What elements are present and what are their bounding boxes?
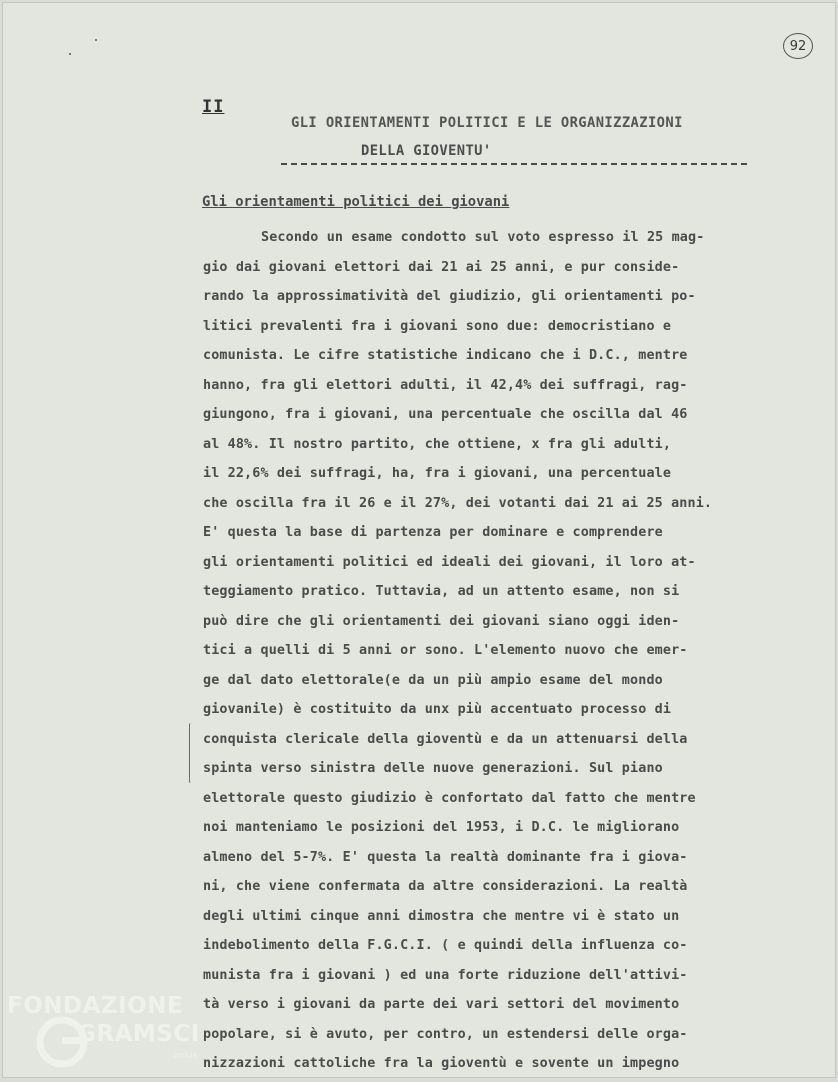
speck-mark — [95, 39, 97, 41]
body-line: tici a quelli di 5 anni or sono. L'elemento nuovo che emer- — [203, 643, 688, 658]
document-page — [2, 2, 836, 1078]
body-line: litici prevalenti fra i giovani sono due: democristiano e — [203, 319, 672, 334]
body-line: E' questa la base di partenza per dominare e comprendere — [203, 525, 663, 540]
body-line: popolare, si è avuto, per contro, un estendersi delle orga- — [203, 1027, 688, 1042]
body-line: il 22,6% dei suffragi, ha, fra i giovani, una percentuale — [203, 466, 672, 481]
body-line: gli orientamenti politici ed ideali dei giovani, il loro at- — [203, 555, 696, 570]
body-line: comunista. Le cifre statistiche indicano che i D.C., mentre — [203, 348, 688, 363]
body-line: nizzazioni cattoliche fra la gioventù e sovente un impegno — [203, 1056, 680, 1071]
margin-pencil-mark — [189, 723, 193, 783]
body-line: noi manteniamo le posizioni del 1953, i D.C. le migliorano — [203, 820, 680, 835]
body-line: conquista clericale della gioventù e da un attenuarsi della — [203, 732, 688, 747]
body-line: può dire che gli orientamenti dei giovani siano oggi iden- — [203, 614, 680, 629]
body-line: al 48%. Il nostro partito, che ottiene, x fra gli adulti, — [203, 437, 672, 452]
body-line: tà verso i giovani da parte dei vari settori del movimento — [203, 997, 680, 1012]
watermark-line-3: onlus — [173, 1051, 198, 1061]
watermark-line-2: GRAMSCI — [77, 1021, 200, 1047]
body-line: indebolimento della F.G.C.I. ( e quindi della influenza co- — [203, 938, 688, 953]
section-heading: Gli orientamenti politici dei giovani — [202, 194, 510, 210]
body-line: giovanile) è costituito da unx più accentuato processo di — [203, 702, 672, 717]
body-line: hanno, fra gli elettori adulti, il 42,4% dei suffragi, rag- — [203, 378, 688, 393]
watermark-line-1: FONDAZIONE — [7, 993, 184, 1019]
body-line: che oscilla fra il 26 e il 27%, dei votanti dai 21 ai 25 anni. — [203, 496, 713, 511]
body-line: teggiamento pratico. Tuttavia, ad un attento esame, non si — [203, 584, 680, 599]
body-line: elettorale questo giudizio è confortato dal fatto che mentre — [203, 791, 696, 806]
page-number-circle: 92 — [783, 33, 813, 59]
body-line: degli ultimi cinque anni dimostra che mentre vi è stato un — [203, 909, 680, 924]
fondazione-gramsci-watermark — [7, 989, 207, 1075]
body-line: gio dai giovani elettori dai 21 ai 25 anni, e pur conside- — [203, 260, 680, 275]
body-line: ge dal dato elettorale(e da un più ampio esame del mondo — [203, 673, 663, 688]
body-line: munista fra i giovani ) ed una forte riduzione dell'attivi- — [203, 968, 688, 983]
chapter-title-line-1: GLI ORIENTAMENTI POLITICI E LE ORGANIZZAZIONI — [291, 115, 683, 131]
speck-mark — [69, 53, 71, 55]
body-line: spinta verso sinistra delle nuove generazioni. Sul piano — [203, 761, 663, 776]
body-line: giungono, fra i giovani, una percentuale che oscilla dal 46 — [203, 407, 688, 422]
body-line: almeno del 5-7%. E' questa la realtà dominante fra i giova- — [203, 850, 688, 865]
chapter-number: II — [202, 97, 225, 117]
body-line: rando la approssimatività del giudizio, gli orientamenti po- — [203, 289, 696, 304]
chapter-title-line-2: DELLA GIOVENTU' — [361, 143, 492, 159]
body-line: Secondo un esame condotto sul voto espresso il 25 mag- — [261, 230, 705, 245]
body-line: ni, che viene confermata da altre considerazioni. La realtà — [203, 879, 688, 894]
title-underline — [281, 163, 747, 165]
